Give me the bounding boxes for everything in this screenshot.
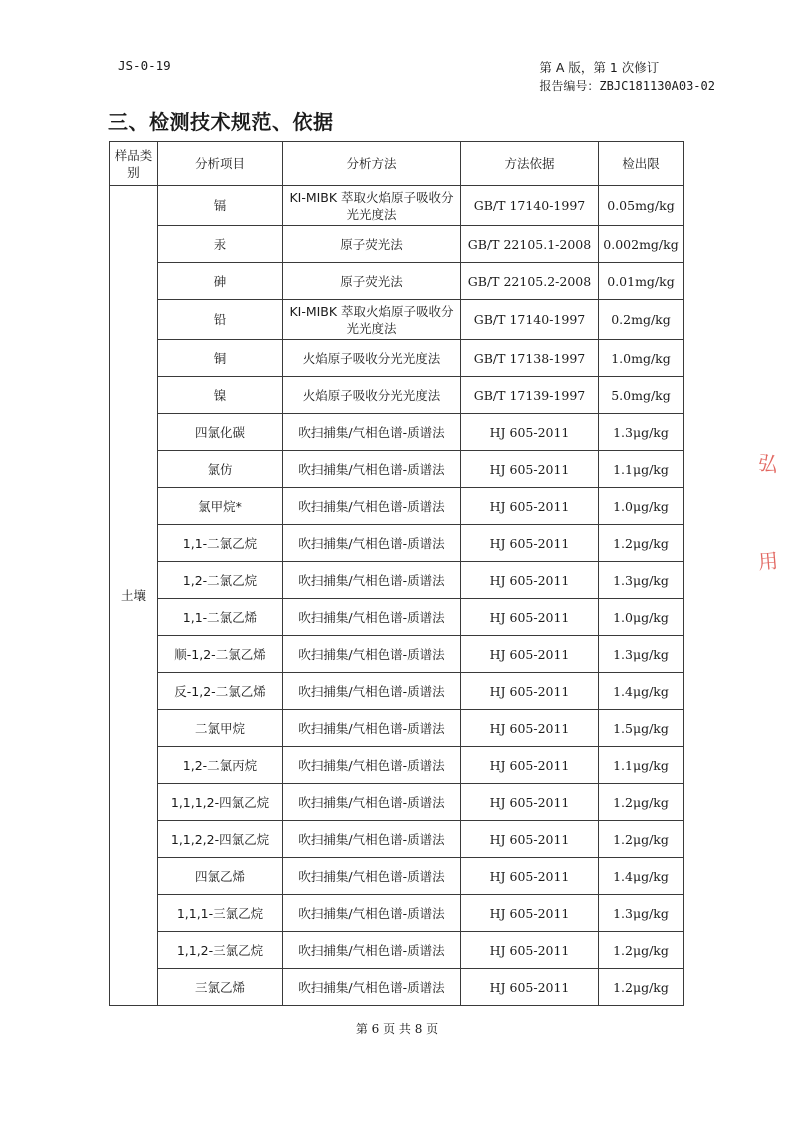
basis-cell: HJ 605-2011	[461, 895, 599, 932]
item-cell: 汞	[158, 226, 283, 263]
limit-cell: 1.4μg/kg	[599, 673, 684, 710]
basis-cell: HJ 605-2011	[461, 451, 599, 488]
table-row	[110, 932, 684, 969]
item-cell: 反-1,2-二氯乙烯	[158, 673, 283, 710]
basis-cell: HJ 605-2011	[461, 747, 599, 784]
limit-cell: 1.0μg/kg	[599, 599, 684, 636]
item-cell: 1,1,1,2-四氯乙烷	[158, 784, 283, 821]
basis-cell: HJ 605-2011	[461, 414, 599, 451]
method-cell: 吹扫捕集/气相色谱-质谱法	[283, 562, 461, 599]
item-cell: 1,1-二氯乙烷	[158, 525, 283, 562]
table-row	[110, 263, 684, 300]
basis-cell: HJ 605-2011	[461, 710, 599, 747]
item-cell: 四氯乙烯	[158, 858, 283, 895]
limit-cell: 1.2μg/kg	[599, 932, 684, 969]
table-row	[110, 562, 684, 599]
limit-cell: 1.0μg/kg	[599, 488, 684, 525]
basis-cell: HJ 605-2011	[461, 821, 599, 858]
basis-cell: HJ 605-2011	[461, 858, 599, 895]
version-label: 第 A 版，第 1 次修订	[539, 60, 660, 75]
item-cell: 1,1,2-三氯乙烷	[158, 932, 283, 969]
item-cell: 1,1,2,2-四氯乙烷	[158, 821, 283, 858]
limit-cell: 1.2μg/kg	[599, 784, 684, 821]
limit-cell: 5.0mg/kg	[599, 377, 684, 414]
basis-cell: GB/T 22105.2-2008	[461, 263, 599, 300]
table-row	[110, 895, 684, 932]
basis-cell: GB/T 17140-1997	[461, 300, 599, 340]
basis-cell: HJ 605-2011	[461, 932, 599, 969]
table-row	[110, 340, 684, 377]
limit-cell: 0.002mg/kg	[599, 226, 684, 263]
table-row	[110, 186, 684, 226]
basis-cell: GB/T 22105.1-2008	[461, 226, 599, 263]
header-method-basis: 方法依据	[461, 142, 599, 186]
limit-cell: 1.1μg/kg	[599, 451, 684, 488]
basis-cell: HJ 605-2011	[461, 599, 599, 636]
section-title: 三、检测技术规范、依据	[108, 110, 334, 134]
table-row	[110, 747, 684, 784]
table-row	[110, 710, 684, 747]
header-detection-limit: 检出限	[599, 142, 684, 186]
table-row	[110, 226, 684, 263]
method-cell: 吹扫捕集/气相色谱-质谱法	[283, 747, 461, 784]
basis-cell: GB/T 17139-1997	[461, 377, 599, 414]
method-cell: 火焰原子吸收分光光度法	[283, 340, 461, 377]
table-header-row	[110, 142, 684, 186]
basis-cell: HJ 605-2011	[461, 562, 599, 599]
method-cell: 火焰原子吸收分光光度法	[283, 377, 461, 414]
method-cell: 吹扫捕集/气相色谱-质谱法	[283, 636, 461, 673]
table-row	[110, 784, 684, 821]
item-cell: 三氯乙烯	[158, 969, 283, 1006]
method-cell: KI-MIBK 萃取火焰原子吸收分光光度法	[283, 300, 461, 340]
item-cell: 1,2-二氯丙烷	[158, 747, 283, 784]
limit-cell: 1.3μg/kg	[599, 895, 684, 932]
limit-cell: 1.2μg/kg	[599, 969, 684, 1006]
table-row	[110, 821, 684, 858]
method-cell: KI-MIBK 萃取火焰原子吸收分光光度法	[283, 186, 461, 226]
basis-cell: HJ 605-2011	[461, 636, 599, 673]
basis-cell: GB/T 17140-1997	[461, 186, 599, 226]
basis-cell: HJ 605-2011	[461, 784, 599, 821]
item-cell: 砷	[158, 263, 283, 300]
seal-fragment-stamp: 弘	[756, 450, 780, 477]
method-cell: 吹扫捕集/气相色谱-质谱法	[283, 932, 461, 969]
limit-cell: 1.1μg/kg	[599, 747, 684, 784]
basis-cell: HJ 605-2011	[461, 673, 599, 710]
limit-cell: 0.01mg/kg	[599, 263, 684, 300]
item-cell: 1,1,1-三氯乙烷	[158, 895, 283, 932]
table-row	[110, 599, 684, 636]
item-cell: 1,2-二氯乙烷	[158, 562, 283, 599]
table-row	[110, 858, 684, 895]
limit-cell: 1.2μg/kg	[599, 821, 684, 858]
item-cell: 镉	[158, 186, 283, 226]
method-cell: 吹扫捕集/气相色谱-质谱法	[283, 821, 461, 858]
table-row	[110, 525, 684, 562]
basis-cell: HJ 605-2011	[461, 488, 599, 525]
limit-cell: 1.4μg/kg	[599, 858, 684, 895]
method-cell: 吹扫捕集/气相色谱-质谱法	[283, 414, 461, 451]
limit-cell: 1.0mg/kg	[599, 340, 684, 377]
document-code: JS-0-19	[118, 58, 171, 73]
item-cell: 二氯甲烷	[158, 710, 283, 747]
table-row	[110, 300, 684, 340]
item-cell: 氯甲烷*	[158, 488, 283, 525]
limit-cell: 1.5μg/kg	[599, 710, 684, 747]
table-body	[110, 186, 684, 1006]
limit-cell: 1.3μg/kg	[599, 414, 684, 451]
method-cell: 吹扫捕集/气相色谱-质谱法	[283, 525, 461, 562]
item-cell: 四氯化碳	[158, 414, 283, 451]
method-cell: 原子荧光法	[283, 226, 461, 263]
method-cell: 吹扫捕集/气相色谱-质谱法	[283, 599, 461, 636]
limit-cell: 1.3μg/kg	[599, 636, 684, 673]
limit-cell: 1.2μg/kg	[599, 525, 684, 562]
basis-cell: HJ 605-2011	[461, 525, 599, 562]
method-cell: 吹扫捕集/气相色谱-质谱法	[283, 488, 461, 525]
basis-cell: GB/T 17138-1997	[461, 340, 599, 377]
header-analysis-method: 分析方法	[283, 142, 461, 186]
item-cell: 铜	[158, 340, 283, 377]
page-footer: 第 6 页 共 8 页	[355, 1022, 439, 1036]
item-cell: 1,1-二氯乙烯	[158, 599, 283, 636]
item-cell: 铅	[158, 300, 283, 340]
table-row	[110, 969, 684, 1006]
limit-cell: 0.05mg/kg	[599, 186, 684, 226]
header-analysis-item: 分析项目	[158, 142, 283, 186]
table-row	[110, 451, 684, 488]
method-cell: 吹扫捕集/气相色谱-质谱法	[283, 451, 461, 488]
spec-table	[109, 141, 684, 1006]
basis-cell: HJ 605-2011	[461, 969, 599, 1006]
method-cell: 吹扫捕集/气相色谱-质谱法	[283, 895, 461, 932]
item-cell: 镍	[158, 377, 283, 414]
sample-category-cell: 土壤	[110, 186, 158, 1006]
method-cell: 吹扫捕集/气相色谱-质谱法	[283, 673, 461, 710]
method-cell: 吹扫捕集/气相色谱-质谱法	[283, 858, 461, 895]
method-cell: 吹扫捕集/气相色谱-质谱法	[283, 710, 461, 747]
header-right	[539, 58, 715, 96]
method-cell: 吹扫捕集/气相色谱-质谱法	[283, 784, 461, 821]
table-row	[110, 414, 684, 451]
limit-cell: 1.3μg/kg	[599, 562, 684, 599]
table-row	[110, 636, 684, 673]
report-number: 报告编号：ZBJC181130A03-02	[539, 79, 715, 93]
table-row	[110, 488, 684, 525]
method-cell: 原子荧光法	[283, 263, 461, 300]
item-cell: 氯仿	[158, 451, 283, 488]
table-row	[110, 377, 684, 414]
item-cell: 顺-1,2-二氯乙烯	[158, 636, 283, 673]
limit-cell: 0.2mg/kg	[599, 300, 684, 340]
method-cell: 吹扫捕集/气相色谱-质谱法	[283, 969, 461, 1006]
seal-fragment-stamp: 用	[757, 548, 780, 575]
table-row	[110, 673, 684, 710]
header-sample-category: 样品类别	[110, 142, 158, 186]
